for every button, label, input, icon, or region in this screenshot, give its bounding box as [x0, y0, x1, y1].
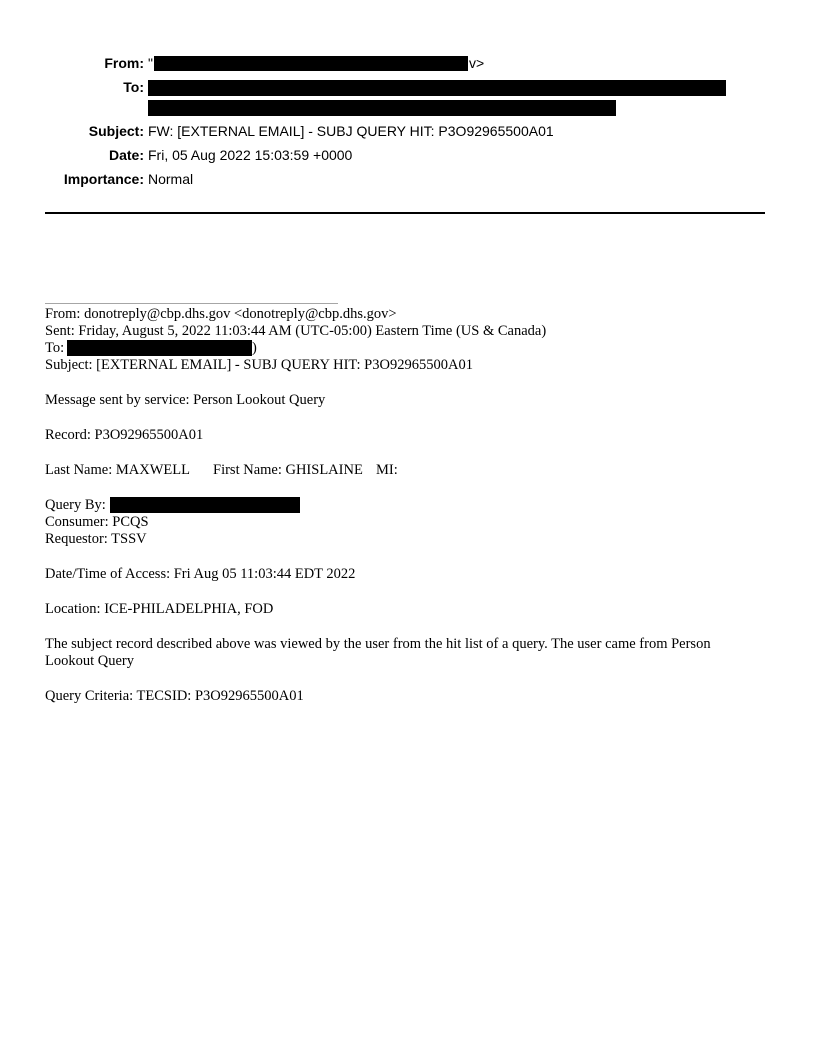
redaction-bar	[154, 56, 468, 71]
header-subject-value: FW: [EXTERNAL EMAIL] - SUBJ QUERY HIT: P3O92965500A01	[148, 123, 554, 139]
query-by-row	[45, 497, 106, 514]
middle-initial: MI:	[376, 462, 398, 478]
header-date-value: Fri, 05 Aug 2022 15:03:59 +0000	[148, 147, 353, 163]
header-importance-value: Normal	[148, 171, 194, 187]
header-importance-row	[0, 170, 816, 188]
description-paragraph: The subject record described above was viewed by the user from the hit list of a query. The user came from Person Lookout Query	[45, 636, 711, 669]
header-divider	[45, 212, 765, 214]
redaction-bar	[148, 80, 726, 96]
header-subject-label: Subject:	[88, 123, 144, 139]
location-line: Location: ICE-PHILADELPHIA, FOD	[45, 601, 274, 617]
header-subject-row	[0, 122, 816, 140]
redaction-bar	[110, 497, 300, 513]
first-name: First Name: GHISLAINE	[213, 462, 363, 478]
name-row	[45, 462, 465, 479]
requestor-line: Requestor: TSSV	[45, 531, 147, 547]
forwarded-subject: Subject: [EXTERNAL EMAIL] - SUBJ QUERY HIT: P3O92965500A01	[45, 357, 473, 373]
redaction-bar	[148, 100, 616, 116]
header-date-row	[0, 146, 816, 164]
header-from-label: From:	[104, 55, 144, 71]
redaction-bar	[67, 340, 252, 356]
header-from-prefix: "	[148, 55, 153, 71]
forwarded-from: From: donotreply@cbp.dhs.gov <donotreply@cbp.dhs.gov>	[45, 306, 397, 322]
message-service-line: Message sent by service: Person Lookout Query	[45, 392, 326, 408]
header-from-row	[0, 54, 816, 72]
header-from-suffix: v>	[469, 55, 485, 71]
forwarded-sent: Sent: Friday, August 5, 2022 11:03:44 AM (UTC-05:00) Eastern Time (US & Canada)	[45, 323, 547, 339]
last-name: Last Name: MAXWELL	[45, 462, 190, 478]
header-to-label: To:	[123, 79, 144, 95]
record-line: Record: P3O92965500A01	[45, 427, 204, 443]
access-time-line: Date/Time of Access: Fri Aug 05 11:03:44 EDT 2022	[45, 566, 356, 582]
consumer-line: Consumer: PCQS	[45, 514, 149, 530]
header-date-label: Date:	[108, 147, 144, 163]
forwarded-divider	[45, 303, 338, 304]
forwarded-to-suffix: )	[252, 340, 257, 356]
query-criteria-line: Query Criteria: TECSID: P3O92965500A01	[45, 688, 304, 704]
query-by-label: Query By:	[45, 497, 106, 513]
header-importance-label: Importance:	[63, 171, 144, 187]
forwarded-to-label: To:	[45, 340, 65, 356]
